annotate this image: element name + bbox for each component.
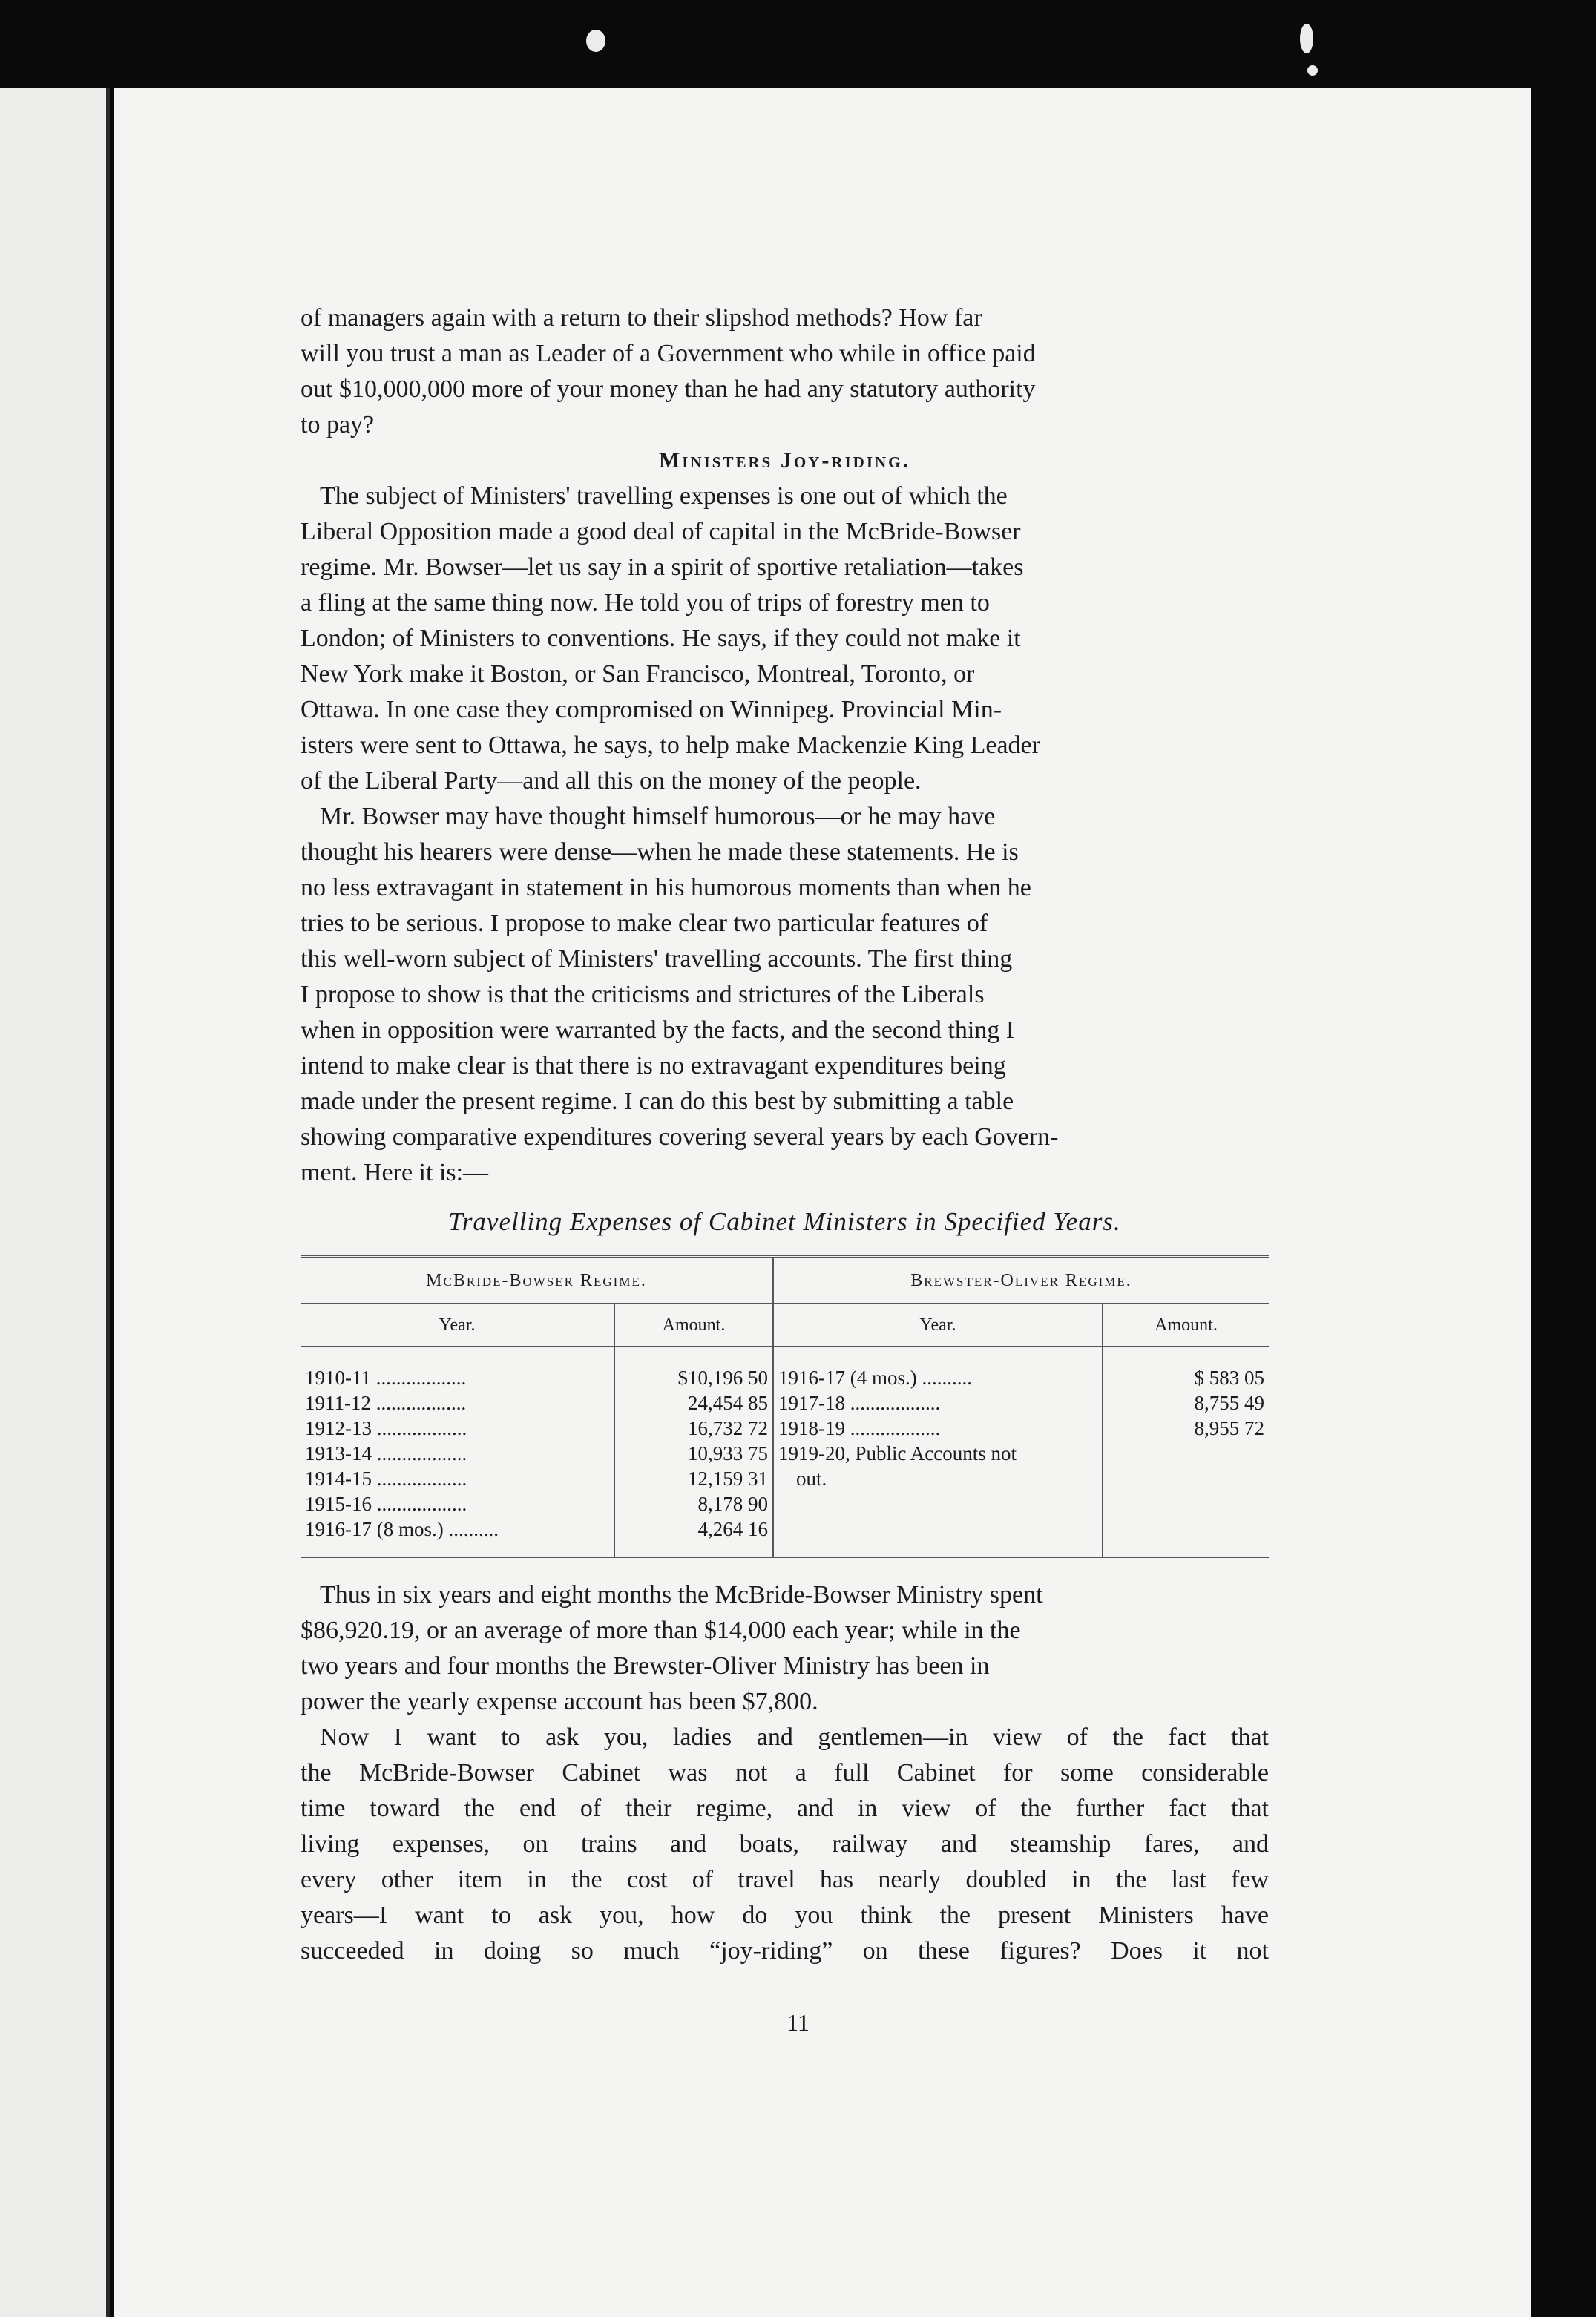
paragraph — [301, 799, 1269, 1191]
line: the McBride-Bowser Cabinet was not a full Cabinet for some considerable — [301, 1759, 1269, 1787]
page-text — [301, 300, 1269, 1969]
line: of the Liberal Party—and all this on the money of the people. — [301, 767, 922, 795]
empty-cell — [773, 1516, 1103, 1557]
line: to pay? — [301, 411, 375, 438]
line: no less extravagant in statement in his humorous moments than when he — [301, 874, 1031, 901]
col-header-year: Year. — [773, 1304, 1103, 1347]
line: of managers again with a return to their slipshod methods? How far — [301, 304, 982, 332]
year-cell: 1916-17 (4 mos.) .......... — [773, 1347, 1103, 1390]
left-regime-header: McBride-Bowser Regime. — [301, 1257, 773, 1304]
amount-cell: 8,955 72 — [1103, 1416, 1269, 1441]
line: isters were sent to Ottawa, he says, to help make Mackenzie King Leader — [301, 732, 1040, 759]
empty-cell — [1103, 1491, 1269, 1516]
year-cell: 1916-17 (8 mos.) .......... — [301, 1516, 614, 1557]
scan-speck — [586, 30, 605, 52]
col-header-year: Year. — [301, 1304, 614, 1347]
amount-cell: 4,264 16 — [614, 1516, 773, 1557]
paragraph — [301, 1577, 1269, 1720]
line: ment. Here it is:— — [301, 1159, 489, 1186]
amount-cell: 8,178 90 — [614, 1491, 773, 1516]
line: regime. Mr. Bowser—let us say in a spirit of sportive retaliation—takes — [301, 553, 1024, 581]
line: years—I want to ask you, how do you think the present Ministers have — [301, 1902, 1269, 1929]
line: tries to be serious. I propose to make clear two particular features of — [301, 910, 988, 937]
year-cell: 1918-19 .................. — [773, 1416, 1103, 1441]
year-cell: 1914-15 .................. — [305, 1468, 467, 1490]
line: when in opposition were warranted by the facts, and the second thing I — [301, 1016, 1015, 1044]
empty-cell — [773, 1491, 1103, 1516]
line: London; of Ministers to conventions. He says, if they could not make it — [301, 625, 1021, 652]
table-row — [301, 1390, 1269, 1416]
amount-cell — [1103, 1466, 1269, 1491]
empty-cell — [1103, 1516, 1269, 1557]
scan-speck — [1307, 65, 1318, 76]
amount-cell: $10,196 50 — [614, 1347, 773, 1390]
table-caption: Travelling Expenses of Cabinet Ministers in Specified Years. — [448, 1207, 1121, 1236]
year-cell: 1912-13 .................. — [305, 1417, 467, 1439]
col-header-amount: Amount. — [614, 1304, 773, 1347]
year-cell: 1911-12 .................. — [305, 1392, 467, 1414]
section-heading: Ministers Joy-riding. — [658, 448, 911, 473]
amount-cell — [1103, 1441, 1269, 1466]
amount-cell: 12,159 31 — [614, 1466, 773, 1491]
line: living expenses, on trains and boats, railway and steamship fares, and — [301, 1830, 1269, 1858]
amount-cell: 10,933 75 — [614, 1441, 773, 1466]
line: The subject of Ministers' travelling expenses is one out of which the — [320, 482, 1008, 510]
year-cell: 1915-16 .................. — [305, 1493, 467, 1515]
line: will you trust a man as Leader of a Government who while in office paid — [301, 340, 1036, 367]
table-row — [301, 1491, 1269, 1516]
line: power the yearly expense account has been $7,800. — [301, 1688, 818, 1715]
right-regime-header: Brewster-Oliver Regime. — [773, 1257, 1269, 1304]
line: time toward the end of their regime, and in view of the further fact that — [301, 1795, 1269, 1822]
year-cell: 1917-18 .................. — [773, 1390, 1103, 1416]
paragraph — [301, 300, 1269, 443]
expenses-table — [301, 1255, 1269, 1558]
col-header-amount: Amount. — [1103, 1304, 1269, 1347]
page-number: 11 — [786, 2009, 810, 2036]
line: this well-worn subject of Ministers' travelling accounts. The first thing — [301, 945, 1013, 973]
line: made under the present regime. I can do this best by submitting a table — [301, 1088, 1014, 1115]
line: out $10,000,000 more of your money than he had any statutory authority — [301, 375, 1036, 403]
line: a fling at the same thing now. He told you of trips of forestry men to — [301, 589, 990, 617]
table-row — [301, 1441, 1269, 1466]
amount-cell: 24,454 85 — [614, 1390, 773, 1416]
year-cell: 1919-20, Public Accounts not — [773, 1441, 1103, 1466]
line: Mr. Bowser may have thought himself humorous—or he may have — [320, 803, 996, 830]
year-cell: 1910-11 .................. — [305, 1367, 467, 1389]
line: Now I want to ask you, ladies and gentlemen—in view of the fact that — [320, 1723, 1269, 1751]
line: I propose to show is that the criticisms and strictures of the Liberals — [301, 981, 985, 1008]
table-row — [301, 1466, 1269, 1491]
line: $86,920.19, or an average of more than $14,000 each year; while in the — [301, 1617, 1021, 1644]
line: Liberal Opposition made a good deal of capital in the McBride-Bowser — [301, 518, 1021, 545]
line: showing comparative expenditures covering several years by each Govern- — [301, 1123, 1059, 1151]
amount-cell: $ 583 05 — [1103, 1347, 1269, 1390]
line: New York make it Boston, or San Francisco, Montreal, Toronto, or — [301, 660, 975, 688]
facing-page-edge — [0, 88, 110, 2317]
line: thought his hearers were dense—when he made these statements. He is — [301, 838, 1019, 866]
amount-cell: 8,755 49 — [1103, 1390, 1269, 1416]
line: intend to make clear is that there is no extravagant expenditures being — [301, 1052, 1006, 1079]
scan-speck — [1300, 24, 1313, 53]
table-row — [301, 1416, 1269, 1441]
paragraph — [301, 479, 1269, 799]
paragraph — [301, 1720, 1269, 1969]
table-row — [301, 1347, 1269, 1390]
year-cell: 1913-14 .................. — [305, 1442, 467, 1465]
line: Ottawa. In one case they compromised on Winnipeg. Provincial Min- — [301, 696, 1002, 723]
spine-shadow — [106, 88, 110, 2317]
year-cell: out. — [773, 1466, 1103, 1491]
line: succeeded in doing so much “joy-riding” on these figures? Does it not — [301, 1937, 1269, 1965]
table-row — [301, 1516, 1269, 1557]
amount-cell: 16,732 72 — [614, 1416, 773, 1441]
line: Thus in six years and eight months the McBride-Bowser Ministry spent — [320, 1581, 1043, 1608]
line: two years and four months the Brewster-Oliver Ministry has been in — [301, 1652, 990, 1680]
line: every other item in the cost of travel has nearly doubled in the last few — [301, 1866, 1269, 1893]
